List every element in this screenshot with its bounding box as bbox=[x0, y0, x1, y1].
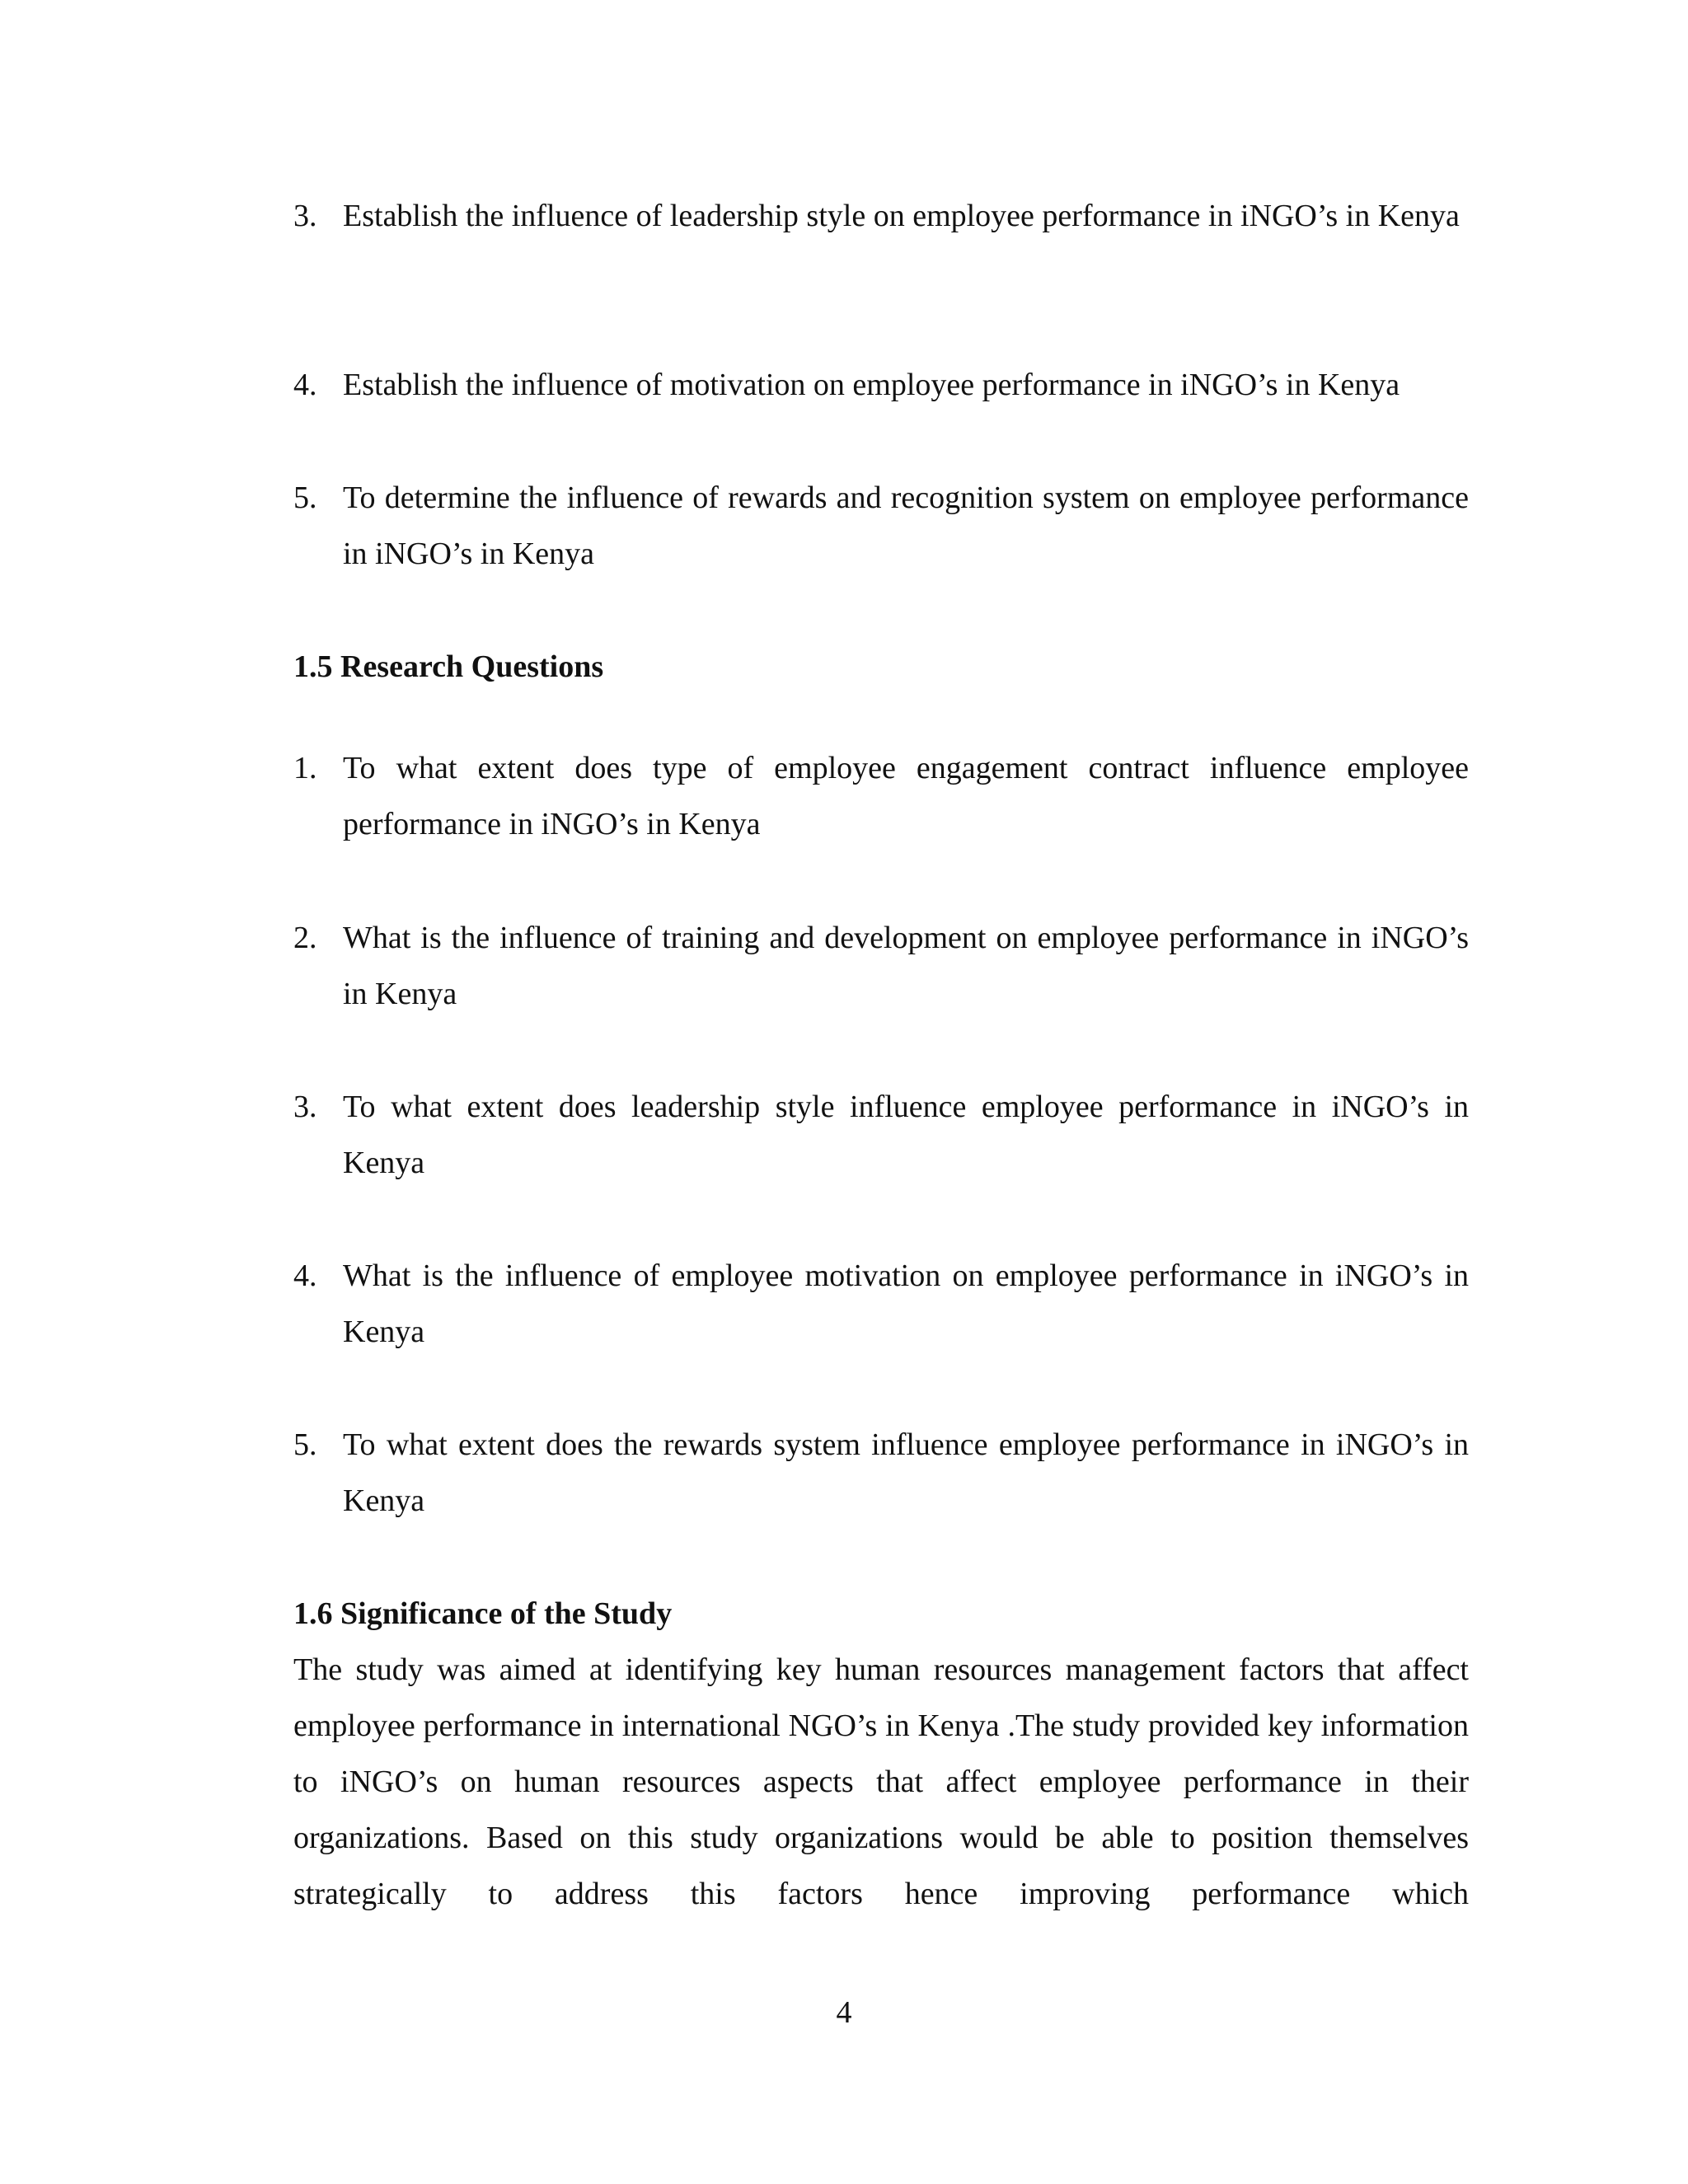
list-item-text: Establish the influence of motivation on employee performance in iNGO’s in Kenya bbox=[343, 368, 1400, 402]
page-number: 4 bbox=[836, 1995, 852, 2030]
research-question-5 bbox=[293, 1417, 1469, 1529]
list-item-text: To determine the influence of rewards and recognition system on employee performance in iNGO’s in Kenya bbox=[343, 480, 1469, 571]
list-number: 2. bbox=[293, 921, 317, 955]
list-item-text: Establish the influence of leadership style on employee performance in iNGO’s in Kenya bbox=[343, 199, 1460, 233]
significance-paragraph: The study was aimed at identifying key human resources management factors that affect employee performance in international NGO’s in Kenya .The study provided key information to iNGO’s on human resources aspects that affect employee performance in their organizations. Based on this study organizations would be able to position themselves strategically to address this factors hence improving performance which bbox=[293, 1652, 1469, 1911]
list-number: 4. bbox=[293, 368, 317, 402]
objective-item-3 bbox=[293, 188, 1469, 244]
research-question-3 bbox=[293, 1079, 1469, 1191]
list-item-text: To what extent does leadership style influence employee performance in iNGO’s in Kenya bbox=[343, 1090, 1469, 1180]
list-number: 3. bbox=[293, 199, 317, 233]
list-number: 5. bbox=[293, 480, 317, 515]
list-item-text: To what extent does type of employee engagement contract influence employee performance in iNGO’s in Kenya bbox=[343, 751, 1469, 841]
list-item-text: To what extent does the rewards system influence employee performance in iNGO’s in Kenya bbox=[343, 1427, 1469, 1518]
list-number: 4. bbox=[293, 1258, 317, 1293]
research-question-2 bbox=[293, 910, 1469, 1022]
list-number: 3. bbox=[293, 1090, 317, 1124]
section-heading-research-questions: 1.5 Research Questions bbox=[293, 649, 604, 684]
objective-item-5 bbox=[293, 470, 1469, 582]
list-number: 5. bbox=[293, 1427, 317, 1462]
section-heading-significance: 1.6 Significance of the Study bbox=[293, 1596, 673, 1631]
list-item-text: What is the influence of training and development on employee performance in iNGO’s in Kenya bbox=[343, 921, 1469, 1011]
research-question-4 bbox=[293, 1248, 1469, 1360]
list-item-text: What is the influence of employee motivation on employee performance in iNGO’s in Kenya bbox=[343, 1258, 1469, 1349]
research-question-1 bbox=[293, 740, 1469, 852]
objective-item-4 bbox=[293, 357, 1469, 413]
list-number: 1. bbox=[293, 751, 317, 785]
